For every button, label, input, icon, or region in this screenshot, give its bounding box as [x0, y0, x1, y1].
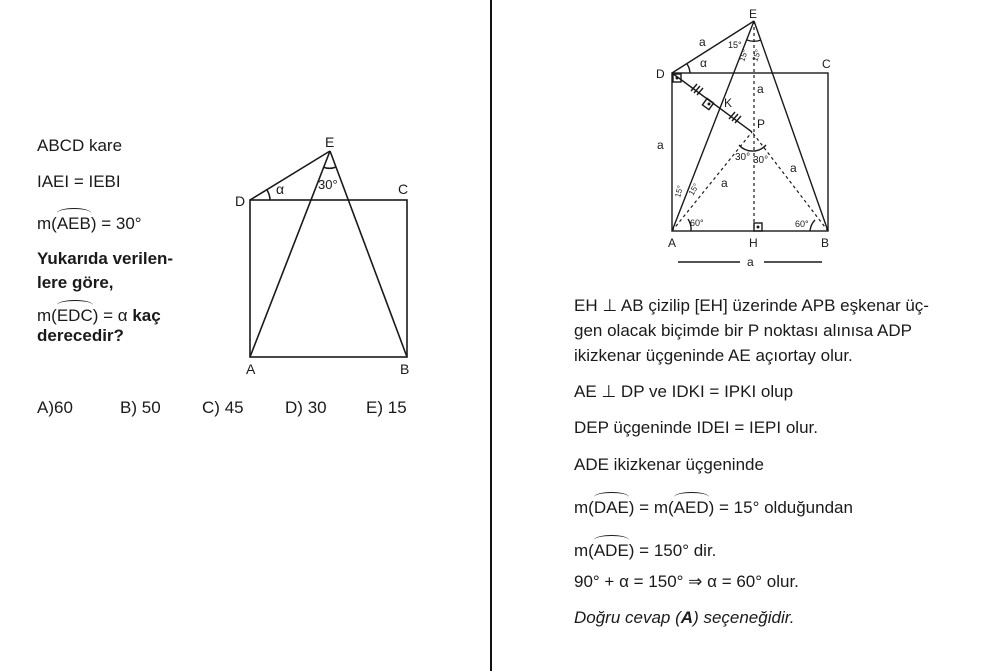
angle30-arc	[323, 167, 336, 168]
solution-line9: 90° + α = 150° ⇒ α = 60° olur.	[574, 572, 799, 591]
alpha-arc-solution	[687, 64, 690, 73]
solution-line3: ikizkenar üçgeninde AE açıortay olur.	[574, 346, 853, 365]
dot-h	[757, 226, 760, 229]
p-arcs	[739, 145, 766, 151]
line8-suffix: ) = 150° dir.	[628, 541, 717, 560]
prompt-word: kaç	[132, 306, 161, 325]
angle-prefix: m(	[574, 541, 594, 560]
answer-letter: A	[680, 608, 694, 627]
label-e-15-1: 15°	[728, 40, 742, 50]
alpha-arc	[267, 190, 270, 200]
label-d: D	[235, 193, 246, 209]
prompt-line4: derecedir?	[37, 326, 124, 345]
label-e: E	[325, 134, 335, 150]
label-a-60: 60°	[690, 218, 704, 228]
label-alpha: α	[276, 181, 285, 197]
label-angle30: 30°	[318, 177, 338, 192]
angle-prefix: m(	[574, 498, 594, 517]
column-divider	[490, 0, 492, 671]
choice-a[interactable]: A)60	[37, 398, 73, 417]
label-c-solution: C	[822, 57, 831, 71]
solution-line10	[574, 608, 794, 628]
angle-edc: EDC	[57, 302, 93, 326]
answer-post: ) seçeneğidir.	[693, 608, 795, 627]
angle-prefix: m(	[37, 306, 57, 325]
given-equal: IAEI = IEBI	[37, 172, 121, 191]
dot-k	[708, 103, 711, 106]
label-p-solution: P	[757, 117, 766, 131]
angle-ade: ADE	[594, 537, 629, 561]
prompt-eq: ) = α	[92, 306, 128, 325]
solution-line7	[574, 494, 853, 518]
angle-prefix: m(	[37, 214, 57, 233]
angle-aeb: AEB	[57, 210, 91, 234]
label-a-pb: a	[790, 161, 797, 175]
segment-de	[250, 151, 330, 200]
label-b-solution: B	[821, 236, 830, 250]
label-p-30-2: 30°	[753, 155, 769, 166]
label-h-solution: H	[749, 236, 758, 250]
given-angle-aeb	[37, 210, 142, 234]
label-a-ad: a	[657, 138, 664, 152]
label-e-15-3: 15°	[750, 48, 764, 63]
angle-aed: AED	[674, 494, 709, 518]
line7-suffix: ) = 15° olduğundan	[708, 498, 853, 517]
choice-d[interactable]: D) 30	[285, 398, 327, 417]
label-b: B	[400, 361, 410, 377]
mid-eq: ) = m(	[628, 498, 674, 517]
label-a-solution: A	[668, 236, 677, 250]
prompt-line3	[37, 302, 161, 326]
square-abcd	[250, 200, 407, 357]
label-k-solution: K	[724, 96, 733, 110]
label-e-15-2: 15°	[737, 48, 751, 63]
left-figure	[230, 130, 420, 380]
label-a-15-1: 15°	[673, 184, 686, 199]
label-c: C	[398, 181, 409, 197]
given-square: ABCD kare	[37, 136, 123, 155]
dot-d	[676, 77, 679, 80]
segment-eb	[330, 151, 407, 357]
solution-line8	[574, 537, 716, 561]
label-p-30-1: 30°	[735, 152, 751, 163]
segment-ap-dashed	[672, 132, 752, 231]
answer-pre: Doğru cevap (	[574, 608, 681, 627]
label-a-de: a	[699, 35, 706, 49]
choice-c[interactable]: C) 45	[202, 398, 244, 417]
segment-eb-solution	[754, 21, 828, 231]
right-figure	[650, 4, 840, 268]
label-a-15-2: 15°	[686, 182, 701, 197]
solution-line2: gen olacak biçimde bir P noktası alınısa ADP	[574, 321, 912, 340]
label-d-solution: D	[656, 67, 665, 81]
label-a-ab: a	[747, 255, 754, 268]
angle-aeb-suffix: ) = 30°	[90, 214, 142, 233]
solution-line4: AE ⊥ DP ve IDKI = IPKI olup	[574, 382, 794, 401]
label-a-eh: a	[757, 82, 764, 96]
solution-line5: DEP üçgeninde IDEI = IEPI olur.	[574, 418, 818, 437]
label-a: A	[246, 361, 256, 377]
label-a-ap: a	[721, 176, 728, 190]
angle-dae: DAE	[594, 494, 629, 518]
choice-e[interactable]: E) 15	[366, 398, 407, 417]
choice-b[interactable]: B) 50	[120, 398, 161, 417]
solution-line1: EH ⊥ AB çizilip [EH] üzerinde APB eşkenar üç-	[574, 296, 929, 315]
solution-line6: ADE ikizkenar üçgeninde	[574, 455, 764, 474]
b-arc	[810, 220, 815, 231]
segment-de-solution	[672, 21, 754, 73]
label-alpha-solution: α	[700, 56, 707, 70]
label-b-60: 60°	[795, 219, 809, 229]
label-e-solution: E	[749, 7, 758, 21]
prompt-line2: lere göre,	[37, 273, 114, 292]
prompt-line1: Yukarıda verilen-	[37, 249, 174, 268]
